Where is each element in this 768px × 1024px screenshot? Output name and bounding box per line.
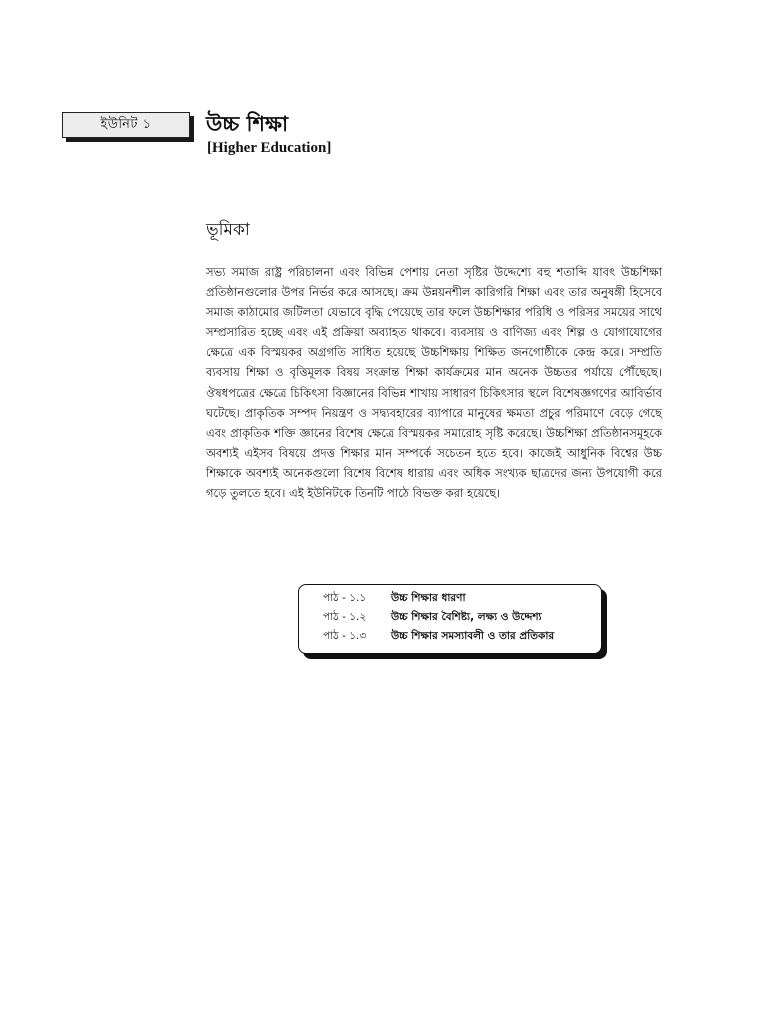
page-subtitle: [Higher Education] — [207, 140, 332, 156]
lesson-item — [323, 609, 601, 628]
lesson-item — [323, 628, 601, 647]
section-heading: ভূমিকা — [206, 220, 250, 240]
lesson-list — [299, 585, 601, 647]
lesson-item — [323, 590, 601, 609]
lesson-title: উচ্চ শিক্ষার বৈশিষ্ট্য, লক্ষ্য ও উদ্দেশ্য — [391, 611, 542, 623]
lesson-list-box — [298, 584, 602, 654]
lesson-number: পাঠ - ১.৩ — [323, 630, 367, 642]
page-title: উচ্চ শিক্ষা — [206, 112, 289, 136]
lesson-title: উচ্চ শিক্ষার ধারণা — [391, 592, 466, 604]
intro-paragraph: সভ্য সমাজ রাষ্ট্র পরিচালনা এবং বিভিন্ন পেশায় নেতা সৃষ্টির উদ্দেশ্যে বহু শতাব্দি যাবৎ উচ্চশিক্ষা প্রতিষ্ঠানগুলোর উপর নির্ভর করে আসছে। ক্রম উন্নয়নশীল কারিগরি শিক্ষা এবং তার অনুষঙ্গী হিসেবে সমাজ কাঠামোর জটিলতা যেভাবে বৃদ্ধি পেয়েছে তার ফলে উচ্চশিক্ষার পরিধি ও পরিসর সময়ের সাথে সম্প্রসারিত হচ্ছে এবং এই প্রক্রিয়া অব্যাহত থাকবে। ব্যবসায় ও বাণিজ্য এবং শিল্প ও যোগাযোগের ক্ষেত্রে এক বিস্ময়কর অগ্রগতি সাধিত হয়েছে উচ্চশিক্ষায় শিক্ষিত জনগোষ্ঠীকে কেন্দ্র করে। সম্প্রতি ব্যবসায় শিক্ষা ও বৃত্তিমূলক বিষয় সংক্রান্ত শিক্ষা কার্যক্রমের মান অনেক উচ্চতর পর্যায়ে পৌঁছেছে। ঔষধপত্রের ক্ষেত্রে চিকিৎসা বিজ্ঞানের বিভিন্ন শাখায় সাধারণ চিকিৎসার স্থলে বিশেষজ্ঞগণের আবির্ভাব ঘটেছে। প্রাকৃতিক সম্পদ নিয়ন্ত্রণ ও সদ্ব্যবহারের ব্যাপারে মানুষের ক্ষমতা প্রচুর পরিমাণে বেড়ে গেছে এবং প্রাকৃতিক শক্তি জ্ঞানের বিশেষ ক্ষেত্রে বিস্ময়কর সমারোহ সৃষ্টি করেছে। উচ্চশিক্ষা প্রতিষ্ঠানসমূহকে অবশ্যই এইসব বিষয়ে প্রদত্ত শিক্ষার মান সম্পর্কে সচেতন হতে হবে। কাজেই আধুনিক বিশ্বের উচ্চ শিক্ষাকে অবশ্যই অনেকগুলো বিশেষ বিশেষ ধারায় এবং অধিক সংখ্যক ছাত্রদের জন্য উপযোগী করে গড়ে তুলতে হবে। এই ইউনিটকে তিনটি পাঠে বিভক্ত করা হয়েছে। — [206, 265, 662, 501]
unit-label: ইউনিট ১ — [100, 116, 152, 132]
lesson-title: উচ্চ শিক্ষার সমস্যাবলী ও তার প্রতিকার — [391, 630, 555, 642]
unit-label-box — [62, 112, 190, 138]
lesson-number: পাঠ - ১.২ — [323, 611, 367, 623]
lesson-number: পাঠ - ১.১ — [323, 592, 367, 604]
